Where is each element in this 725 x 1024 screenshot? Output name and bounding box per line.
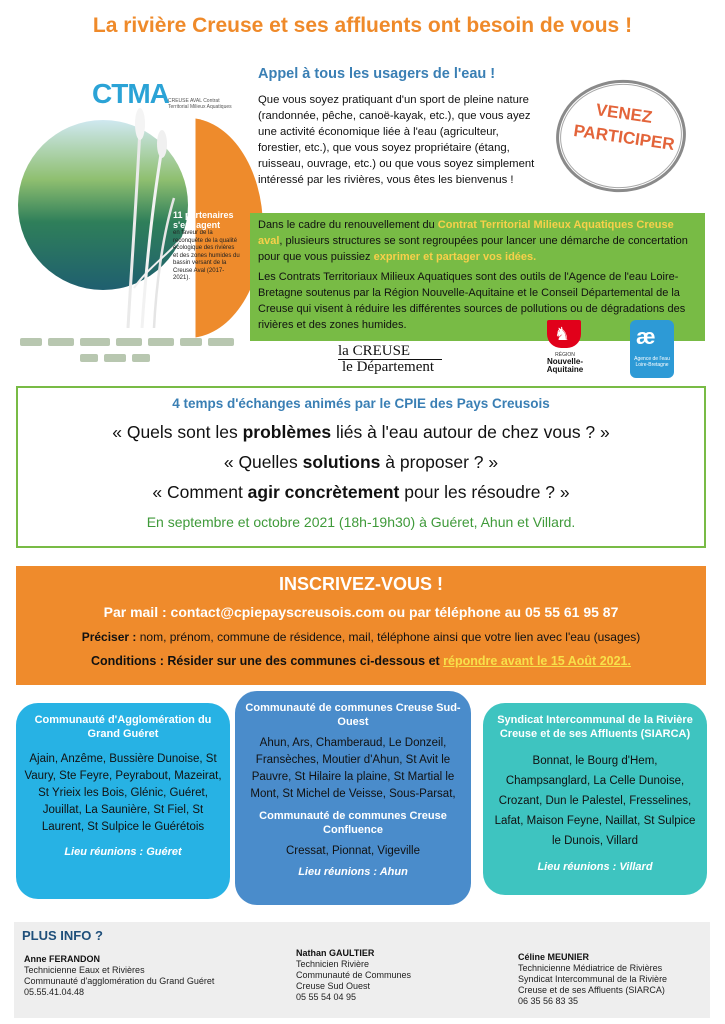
partner-logo <box>208 338 234 346</box>
contact-role: Technicienne Eaux et Rivières <box>24 965 145 975</box>
community-communes-2: Cressat, Pionnat, Vigeville <box>285 845 421 857</box>
community-title: Communauté d'Agglomération du Grand Guéret <box>34 714 212 740</box>
exchanges-frame <box>16 386 706 548</box>
stamp-line-2: PARTICIPER <box>572 121 676 154</box>
contact-name: Céline MEUNIER <box>518 952 590 962</box>
registration-title: INSCRIVEZ-VOUS ! <box>278 574 443 594</box>
partner-logos-strip <box>20 336 238 370</box>
partner-logo <box>80 338 110 346</box>
question-text: à proposer ? » <box>380 452 499 472</box>
question-text: « Comment <box>152 482 248 502</box>
community-title: Syndicat Intercommunal de la Rivière Creuse et de ses Affluents (SIARCA) <box>497 714 693 740</box>
partner-logo <box>132 354 150 362</box>
session-dates: En septembre et octobre 2021 (18h-19h30) à Guéret, Ahun et Villard. <box>146 514 576 530</box>
question-3 <box>18 482 704 503</box>
ae-symbol-icon: æ <box>636 324 656 349</box>
question-1 <box>18 422 704 443</box>
share-ideas-highlight: exprimer et partager vos idées. <box>373 251 537 263</box>
partner-logo <box>116 338 142 346</box>
creuse-departement-logo <box>338 344 442 375</box>
agence-eau-logo <box>630 320 674 378</box>
aelb-label: Agence de l'eau Loire-Bretagne <box>634 356 670 368</box>
registration-box <box>16 566 706 685</box>
partners-text-block <box>173 210 241 283</box>
contact-card <box>518 952 667 1007</box>
partner-logo <box>80 354 98 362</box>
conditions-text: Conditions : Résider sur une des communes ci-dessous et <box>91 654 444 668</box>
question-text: liés à l'eau autour de chez vous ? » <box>331 422 610 442</box>
more-info-title: PLUS INFO ? <box>22 928 103 943</box>
registration-details <box>16 630 706 644</box>
question-keyword: problèmes <box>242 422 332 442</box>
details-text: nom, prénom, commune de résidence, mail, téléphone ainsi que votre lien avec l'eau (usages) <box>136 630 641 644</box>
more-info-footer <box>14 922 710 1018</box>
page-title: La rivière Creuse et ses affluents ont besoin de vous ! <box>92 14 633 37</box>
stamp-line-1: VENEZ <box>594 100 654 127</box>
context-paragraph-2: Les Contrats Territoriaux Milieux Aquatiques sont des outils de l'Agence de l'eau Loire-Bretagne soutenus par la Région Nouvelle-Aquitaine et le Conseil Départemental de la Creuse qui visent à réduire les différentes sources de pollutions ou de dégradations des rivières et des zones humides. <box>258 271 686 331</box>
partner-logo <box>104 354 126 362</box>
registration-contact: Par mail : contact@cpiepayscreusois.com ou par téléphone au 05 55 61 95 87 <box>103 604 619 620</box>
contact-name: Anne FERANDON <box>24 954 100 964</box>
contact-card <box>296 948 411 1003</box>
contact-org: Communauté de Communes <box>296 970 412 980</box>
reeds-illustration <box>118 88 188 328</box>
naq-label: RÉGION <box>555 352 575 358</box>
contract-name-highlight: Contrat Territorial Milieux Aquatiques Creuse aval <box>258 219 674 247</box>
community-communes: Ajain, Anzême, Bussière Dunoise, St Vaury, Ste Feyre, Peyrabout, Mazeirat, St Yrieix les Bois, Glénic, Guéret, Jouillat, La Saunière, St Fiel, St Laurent, St Sulpice le Guérétois <box>24 753 222 833</box>
question-text: pour les résoudre ? » <box>399 482 570 502</box>
contact-org-2: Creuse Sud Ouest <box>296 981 371 991</box>
contact-org-2: Creuse et de ses Affluents (SIARCA) <box>518 985 665 995</box>
contact-phone: 06 35 56 83 35 <box>518 996 579 1006</box>
contact-org: Communauté d'agglomération du Grand Guéret <box>24 976 215 986</box>
question-text: « Quels sont les <box>112 422 243 442</box>
community-box-grand-gueret <box>16 703 230 899</box>
appel-text: Que vous soyez pratiquant d'un sport de pleine nature (randonnée, pêche, canoë-kayak, etc.), que vous ayez une activité économique liée à l'eau (agriculteur, forestier, etc.), que vous soyez propriétaire (étang, ruisseau, ouvrage, etc.) ou que vous soyez simplement intéressé par les rivières, vous êtes les bienvenus ! <box>258 94 535 186</box>
meeting-place: Lieu réunions : Ahun <box>298 866 408 878</box>
naq-name: Nouvelle-Aquitaine <box>546 357 584 374</box>
contact-org: Syndicat Intercommunal de la Rivière <box>518 974 668 984</box>
partner-logo <box>48 338 74 346</box>
lion-shield-icon: ♞ <box>547 320 581 348</box>
appel-title: Appel à tous les usagers de l'eau ! <box>258 66 496 82</box>
community-communes: Bonnat, le Bourg d'Hem, Champsanglard, La Celle Dunoise, Crozant, Dun le Palestel, Fresselines, Lafat, Maison Feyne, Naillat, St Sulpice le Dunois, Villard <box>494 755 696 847</box>
deadline-text: répondre avant le 15 Août 2021. <box>443 654 631 668</box>
context-text: , plusieurs structures se sont regroupées pour lancer une démarche de concertation pour que vous puissiez <box>258 235 688 263</box>
partners-description: en faveur de la reconquête de la qualité écologique des rivières et des zones humides du bassin versant de la Creuse Aval (2017-2021). <box>173 230 240 281</box>
context-paragraph-1 <box>258 217 697 265</box>
ctma-logo: CTMA <box>92 78 169 109</box>
question-2 <box>18 452 704 473</box>
contact-card <box>24 954 214 998</box>
partners-title: 11 partenaires s'engagent <box>173 210 234 230</box>
context-text: Dans le cadre du renouvellement du <box>258 219 438 231</box>
community-communes: Ahun, Ars, Chamberaud, Le Donzeil, Fransèches, Moutier d'Ahun, St Avit le Pauvre, St Hilaire la plaine, St Martial le Mont, St Michel de Veisse, Sous-Parsat, <box>250 737 456 800</box>
meeting-place: Lieu réunions : Guéret <box>64 846 182 858</box>
community-title-2: Communauté de communes Creuse Confluence <box>259 810 447 836</box>
exchanges-title: 4 temps d'échanges animés par le CPIE des Pays Creusois <box>172 396 550 411</box>
question-keyword: agir concrètement <box>247 482 400 502</box>
contact-name: Nathan GAULTIER <box>296 948 375 958</box>
contact-role: Technicien Rivière <box>296 959 370 969</box>
contact-role: Technicienne Médiatrice de Rivières <box>518 963 663 973</box>
ctma-poster <box>18 58 240 370</box>
creuse-logo-line-1: la CREUSE <box>338 343 411 359</box>
question-text: « Quelles <box>223 452 303 472</box>
registration-conditions <box>16 654 706 668</box>
community-box-siarca <box>483 703 707 895</box>
partner-logo <box>20 338 42 346</box>
details-label: Préciser : <box>81 630 137 644</box>
partner-logo <box>148 338 174 346</box>
contact-phone: 05 55 54 04 95 <box>296 992 357 1002</box>
partner-logo <box>180 338 202 346</box>
ctma-logo-subtitle: CREUSE AVAL Contrat Territorial Milieux Aquatiques <box>168 98 232 110</box>
creuse-logo-line-2: le Département <box>338 359 442 375</box>
nouvelle-aquitaine-logo <box>541 318 589 378</box>
community-title: Communauté de communes Creuse Sud-Ouest <box>245 702 461 728</box>
question-keyword: solutions <box>302 452 381 472</box>
community-box-creuse-sud-ouest <box>235 691 471 905</box>
meeting-place: Lieu réunions : Villard <box>537 861 653 873</box>
venez-participer-stamp <box>556 80 686 198</box>
contact-phone: 05.55.41.04.48 <box>24 987 85 997</box>
